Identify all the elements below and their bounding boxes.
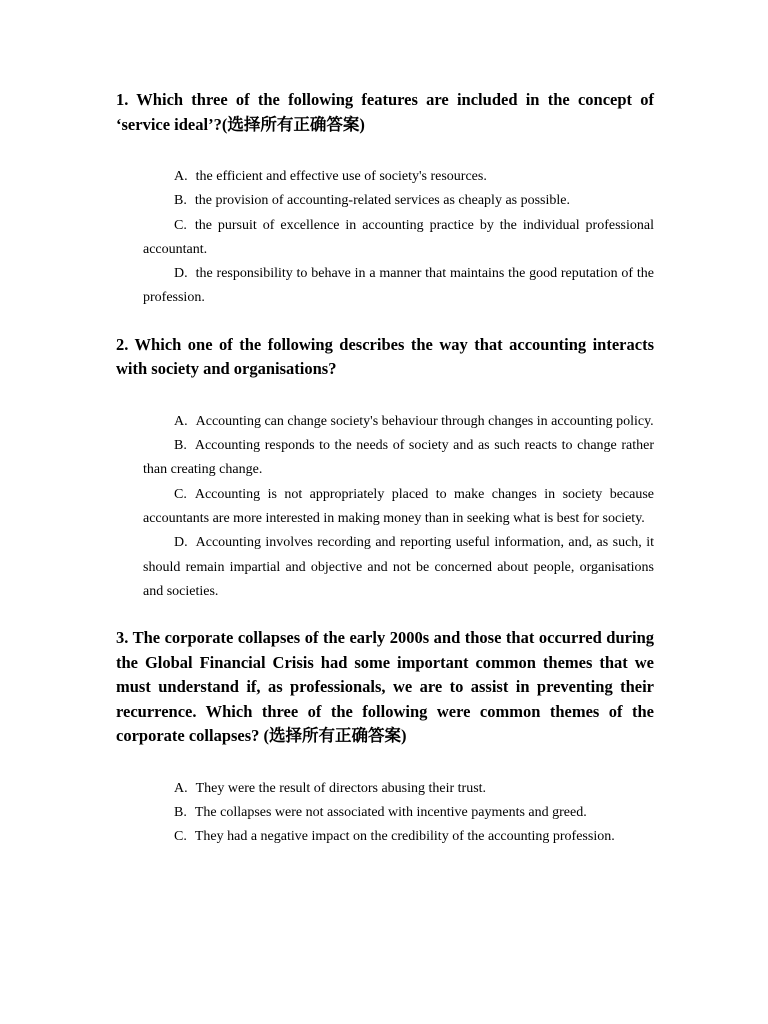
option-1d (116, 262, 654, 311)
question-3-text: 3. The corporate collapses of the early 2000s and those that occurred during the Global Financial Crisis had some important common themes that we must understand if, as professionals, we are to assist in preventing their recurrence. Which three of the following were common themes of the corporate collapses? (选择所有正确答案) (116, 628, 654, 746)
option-text: They had a negative impact on the credibility of the accounting profession. (194, 829, 615, 845)
option-1c (116, 214, 654, 263)
option-2a (116, 410, 654, 434)
question-2-options (116, 410, 654, 604)
option-letter: B. (174, 804, 187, 820)
option-3c (116, 825, 654, 849)
option-letter: A. (174, 780, 188, 796)
option-letter: B. (174, 438, 187, 454)
option-letter: A. (174, 169, 188, 184)
option-3b (116, 801, 654, 825)
option-text: Accounting involves recording and reporting useful information, and, as such, it should remain impartial and objective and not be concerned about people, organisations and societies. (143, 535, 654, 599)
question-2-text: 2. Which one of the following describes the way that accounting interacts with society and organisations? (116, 334, 654, 379)
option-text: Accounting responds to the needs of society and as such reacts to change rather than creating change. (143, 438, 654, 478)
option-1a (116, 165, 654, 189)
option-letter: D. (174, 266, 188, 282)
option-2c (116, 483, 654, 532)
option-text: Accounting can change society's behaviour through changes in accounting policy. (195, 413, 654, 429)
option-text: the pursuit of excellence in accounting practice by the individual professional accountant. (143, 217, 654, 257)
option-1b (116, 189, 654, 213)
question-block-1 (116, 88, 654, 311)
option-letter: B. (174, 193, 187, 209)
question-block-2 (116, 333, 654, 604)
option-text: They were the result of directors abusing their trust. (195, 780, 487, 796)
option-2b (116, 434, 654, 483)
option-2d (116, 531, 654, 604)
option-letter: C. (174, 829, 187, 845)
option-letter: C. (174, 217, 187, 233)
option-letter: C. (174, 486, 187, 502)
option-text: Accounting is not appropriately placed to make changes in society because accountants are more interested in making money than in seeking what is best for society. (143, 486, 654, 526)
option-letter: A. (174, 413, 188, 429)
option-letter: D. (174, 535, 188, 551)
option-text: the responsibility to behave in a manner that maintains the good reputation of the profession. (143, 266, 654, 306)
question-3-options (116, 777, 654, 850)
document-page (116, 88, 654, 872)
option-text: the efficient and effective use of society's resources. (195, 169, 487, 184)
option-text: the provision of accounting-related services as cheaply as possible. (194, 193, 570, 209)
option-3a (116, 777, 654, 801)
question-1-options (116, 165, 654, 311)
question-1-text: 1. Which three of the following features are included in the concept of ‘service ideal’?(选择所有正确答案) (116, 90, 654, 134)
option-text: The collapses were not associated with incentive payments and greed. (194, 804, 587, 820)
question-block-3 (116, 626, 654, 849)
